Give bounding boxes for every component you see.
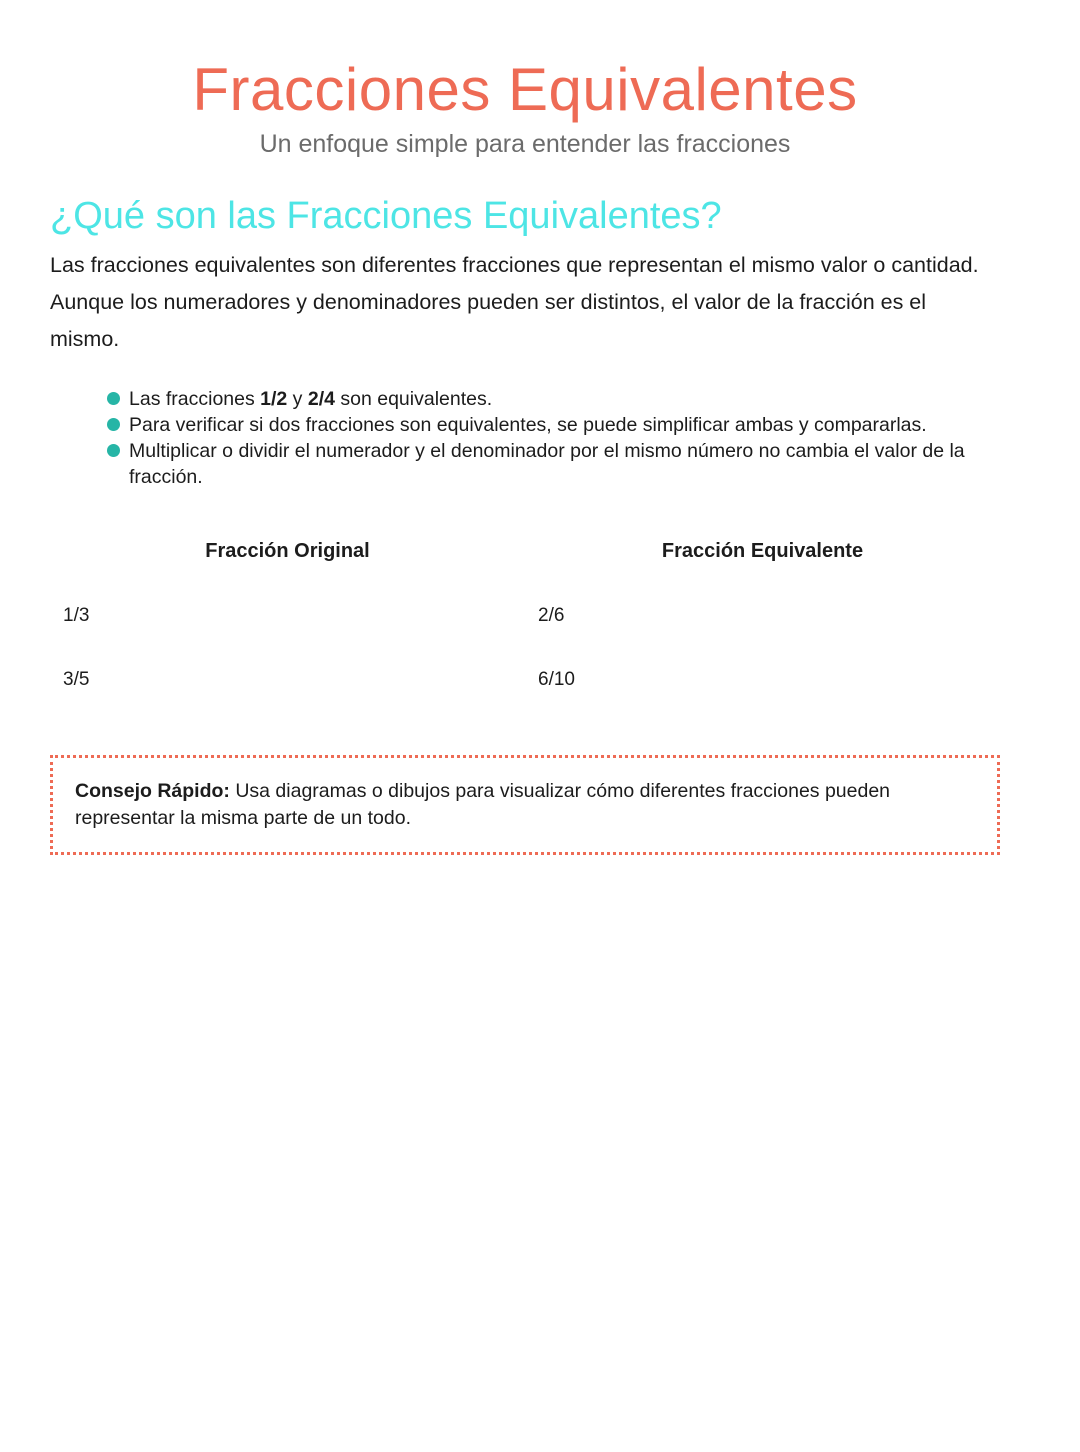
tip-text: Usa diagramas o dibujos para visualizar cómo diferentes fracciones pueden representar la misma parte de un todo. xyxy=(75,780,891,829)
quick-tip-box xyxy=(50,755,1000,855)
page-title: Fracciones Equivalentes xyxy=(192,56,858,123)
table-cell-original: 3/5 xyxy=(63,669,90,690)
table-cell-equivalent: 2/6 xyxy=(538,605,565,626)
bullet-text-suffix: son equivalentes. xyxy=(334,388,493,410)
fractions-table xyxy=(50,532,1000,715)
table-cell-original: 1/3 xyxy=(63,605,90,626)
table-cell-equivalent: 6/10 xyxy=(538,669,575,690)
document-page xyxy=(0,55,1080,1452)
list-item xyxy=(129,438,1000,490)
table-row xyxy=(50,651,1000,715)
bullet-text: Para verificar si dos fracciones son equivalentes, se puede simplificar ambas y compararlas. xyxy=(129,414,927,436)
tip-label: Consejo Rápido: xyxy=(75,780,230,802)
list-item xyxy=(129,386,1000,412)
fraction-two-fourths: 2/4 xyxy=(307,388,335,410)
bullet-dot-icon xyxy=(107,444,120,457)
bullet-text-prefix: Las fracciones xyxy=(129,388,261,410)
column-header-original: Fracción Original xyxy=(205,540,370,562)
fraction-one-half: 1/2 xyxy=(260,388,288,410)
section-heading: ¿Qué son las Fracciones Equivalentes? xyxy=(50,195,722,237)
page-subtitle: Un enfoque simple para entender las fracciones xyxy=(259,130,791,158)
column-header-equivalent: Fracción Equivalente xyxy=(661,540,864,562)
list-item xyxy=(129,412,1000,438)
bullet-text-middle: y xyxy=(287,388,308,410)
table-header-row xyxy=(50,532,1000,587)
bullet-list xyxy=(50,386,1000,490)
intro-paragraph: Las fracciones equivalentes son diferentes fracciones que representan el mismo valor o cantidad. Aunque los numeradores y denominadores pueden ser distintos, el valor de la fracción es el mismo. xyxy=(50,253,979,351)
bullet-dot-icon xyxy=(107,418,120,431)
bullet-dot-icon xyxy=(107,392,120,405)
table-row xyxy=(50,587,1000,651)
bullet-text: Multiplicar o dividir el numerador y el denominador por el mismo número no cambia el valor de la fracción. xyxy=(129,440,965,488)
